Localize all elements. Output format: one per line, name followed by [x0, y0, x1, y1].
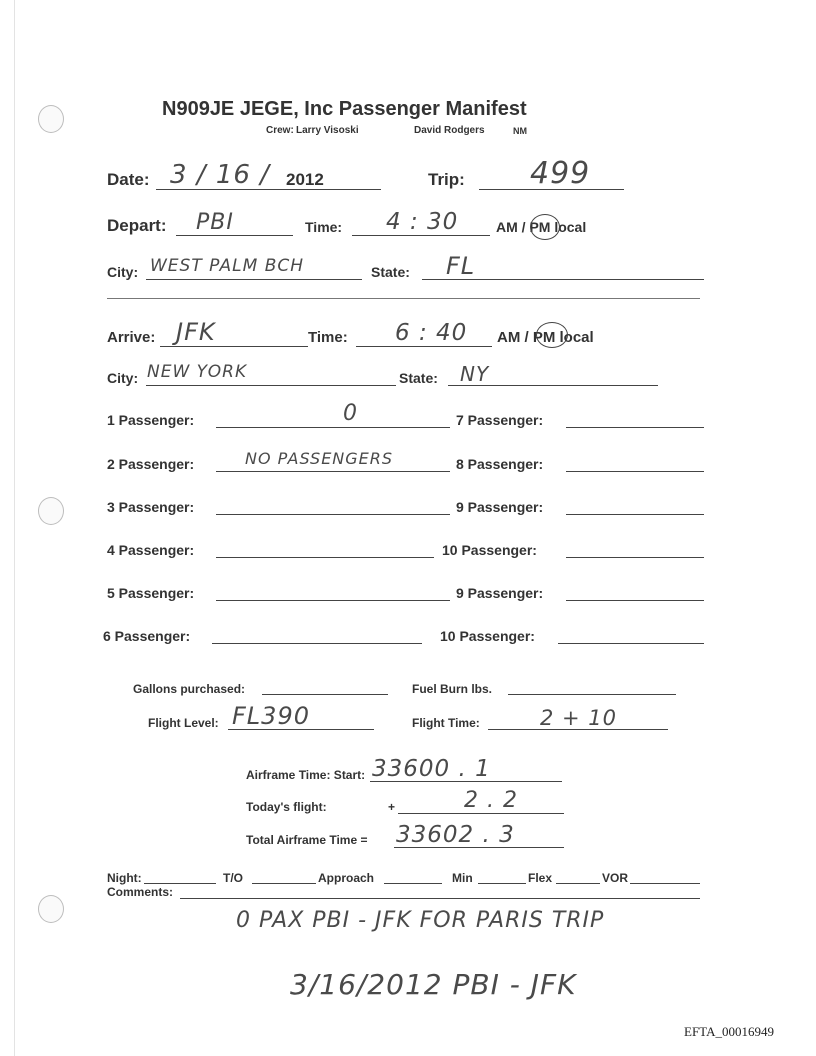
todays-flight-plus: +: [388, 800, 396, 814]
passenger-9b-underline: [566, 600, 704, 601]
passenger-1-value: 0: [343, 401, 358, 426]
crew-member-2: David Rodgers: [414, 125, 485, 136]
vor-underline: [630, 883, 700, 884]
fuel-burn-underline: [508, 694, 676, 695]
section-divider: [107, 298, 700, 299]
total-airframe-underline: [394, 847, 564, 848]
date-value: 3 / 16 /: [170, 160, 270, 190]
depart-state-label: State:: [371, 264, 410, 280]
to-underline: [252, 883, 316, 884]
fuel-burn-label: Fuel Burn lbs.: [412, 682, 493, 696]
crew-initials: NM: [513, 126, 527, 136]
depart-ampm: AM / PM local: [496, 219, 587, 235]
depart-city-value: WEST PALM BCH: [150, 256, 305, 276]
depart-time-label: Time:: [305, 219, 343, 235]
arrive-city-value: NEW YORK: [147, 362, 248, 382]
passenger-2-value: NO PASSENGERS: [245, 449, 394, 468]
flight-level-label: Flight Level:: [148, 716, 219, 730]
min-label: Min: [452, 871, 473, 885]
depart-underline: [176, 235, 293, 236]
todays-flight-value: 2 . 2: [464, 788, 518, 813]
depart-state-underline: [422, 279, 704, 280]
handwritten-note: 3/16/2012 PBI - JFK: [290, 968, 577, 1001]
vor-label: VOR: [602, 871, 629, 885]
passenger-3-label: 3 Passenger:: [107, 499, 195, 515]
min-underline: [478, 883, 526, 884]
approach-underline: [384, 883, 442, 884]
passenger-4-label: 4 Passenger:: [107, 542, 195, 558]
trip-label: Trip:: [428, 170, 465, 189]
flight-time-underline: [488, 729, 668, 730]
arrive-state-label: State:: [399, 370, 438, 386]
binder-hole-middle: [38, 497, 64, 525]
gallons-label: Gallons purchased:: [133, 682, 246, 696]
arrive-state-underline: [448, 385, 658, 386]
date-year: 2012: [286, 170, 324, 189]
depart-label: Depart:: [107, 216, 167, 235]
gallons-underline: [262, 694, 388, 695]
arrive-state-value: NY: [460, 362, 490, 386]
manifest-title: N909JE JEGE, Inc Passenger Manifest: [162, 98, 527, 120]
passenger-1-label: 1 Passenger:: [107, 412, 195, 428]
page-margin-line: [14, 0, 15, 1056]
passenger-2-label: 2 Passenger:: [107, 456, 195, 472]
crew-label: Crew:: [266, 125, 294, 136]
arrive-ampm: AM / PM local: [497, 329, 594, 346]
arrive-time-label: Time:: [308, 329, 348, 346]
arrive-time-underline: [356, 346, 492, 347]
arrive-underline: [160, 346, 308, 347]
passenger-6-label: 6 Passenger:: [103, 628, 191, 644]
binder-hole-top: [38, 105, 64, 133]
depart-time-value: 4 : 30: [386, 209, 459, 235]
depart-city-underline: [146, 279, 362, 280]
passenger-5-label: 5 Passenger:: [107, 585, 195, 601]
arrive-city-underline: [146, 385, 396, 386]
comments-label: Comments:: [107, 885, 174, 899]
to-label: T/O: [223, 871, 243, 885]
passenger-2-underline: [216, 471, 450, 472]
crew-member-1: Larry Visoski: [296, 125, 359, 136]
airframe-start-underline: [370, 781, 562, 782]
passenger-10-underline: [566, 557, 704, 558]
arrive-label: Arrive:: [107, 329, 156, 346]
passenger-10b-underline: [558, 643, 704, 644]
night-underline: [144, 883, 216, 884]
flex-underline: [556, 883, 600, 884]
passenger-5-underline: [216, 600, 450, 601]
date-label: Date:: [107, 170, 150, 189]
passenger-4-underline: [216, 557, 434, 558]
date-underline: [156, 189, 381, 190]
passenger-9-underline: [566, 514, 704, 515]
passenger-10b-label: 10 Passenger:: [440, 628, 535, 644]
passenger-1-underline: [216, 427, 450, 428]
airframe-start-label: Airframe Time: Start:: [246, 768, 366, 782]
flight-level-underline: [228, 729, 374, 730]
trip-value: 499: [530, 156, 591, 191]
passenger-6-underline: [212, 643, 422, 644]
passenger-9b-label: 9 Passenger:: [456, 585, 544, 601]
passenger-3-underline: [216, 514, 450, 515]
depart-time-underline: [352, 235, 490, 236]
passenger-8-underline: [566, 471, 704, 472]
depart-pm-circle: [530, 214, 560, 240]
passenger-7-underline: [566, 427, 704, 428]
depart-value: PBI: [196, 210, 234, 235]
arrive-time-value: 6 : 40: [395, 320, 468, 346]
airframe-start-value: 33600 . 1: [372, 756, 491, 782]
total-airframe-label: Total Airframe Time =: [246, 833, 368, 847]
todays-flight-label: Today's flight:: [246, 800, 327, 814]
flex-label: Flex: [528, 871, 553, 885]
flight-level-value: FL390: [232, 702, 310, 730]
flight-time-label: Flight Time:: [412, 716, 480, 730]
comments-value: 0 PAX PBI - JFK FOR PARIS TRIP: [236, 908, 605, 933]
approach-label: Approach: [318, 871, 375, 885]
trip-underline: [479, 189, 624, 190]
arrive-value: JFK: [176, 318, 216, 346]
arrive-city-label: City:: [107, 370, 139, 386]
passenger-10-label: 10 Passenger:: [442, 542, 537, 558]
flight-time-value: 2 + 10: [540, 706, 618, 730]
comments-underline: [180, 898, 700, 899]
passenger-8-label: 8 Passenger:: [456, 456, 544, 472]
document-id: EFTA_00016949: [684, 1024, 774, 1039]
passenger-9-label: 9 Passenger:: [456, 499, 544, 515]
passenger-7-label: 7 Passenger:: [456, 412, 544, 428]
binder-hole-bottom: [38, 895, 64, 923]
night-label: Night:: [107, 871, 142, 885]
todays-flight-underline: [398, 813, 564, 814]
total-airframe-value: 33602 . 3: [396, 822, 515, 848]
depart-state-value: FL: [446, 252, 476, 280]
depart-city-label: City:: [107, 264, 139, 280]
arrive-pm-circle: [536, 322, 568, 348]
